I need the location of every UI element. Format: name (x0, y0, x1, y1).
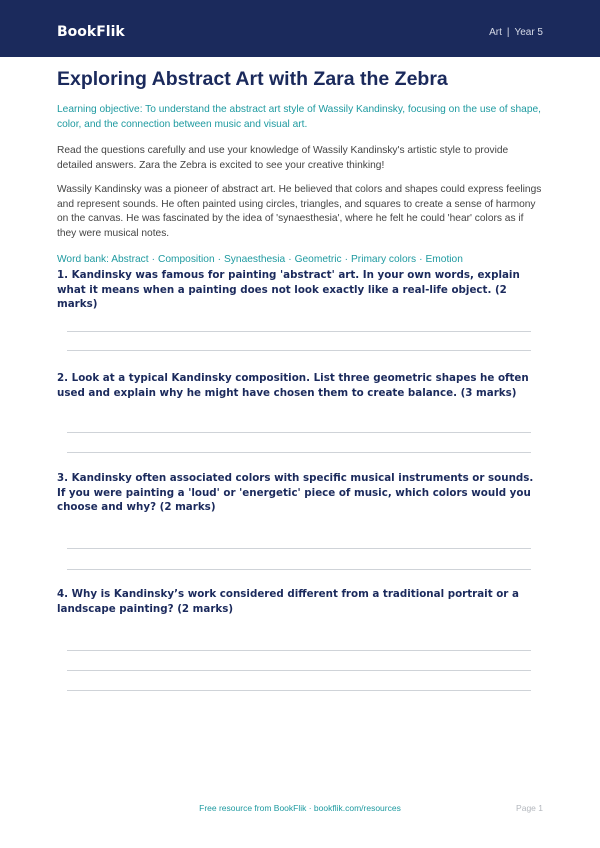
worksheet-intro (57, 62, 543, 268)
page-title: Exploring Abstract Art with Zara the Zebra (57, 68, 448, 90)
answer-line[interactable] (67, 670, 531, 671)
answer-line[interactable] (67, 548, 531, 549)
breadcrumb (489, 25, 543, 41)
question-1: 1. Kandinsky was famous for painting 'abstract' art. In your own words, explain what it means when a painting does not look exactly like a real-life object. (2 marks) (57, 269, 520, 310)
answer-line[interactable] (67, 569, 531, 570)
word-bank-word: Primary colors (351, 254, 417, 265)
answer-line[interactable] (67, 650, 531, 651)
intro-text: Wassily Kandinsky was a pioneer of abstract art. He believed that colors and shapes could express feelings and represent sounds. He often painted using circles, triangles, and squares to create a sense of harmony on the canvas. He was fascinated by the idea of 'synaesthesia', where he felt he could 'hear' colors as if they were musical notes. (57, 184, 542, 239)
word-bank-label: Word bank: (57, 254, 109, 265)
instructions-text: Read the questions carefully and use your knowledge of Wassily Kandinsky's artistic style to provide detailed answers. Zara the Zebra is excited to see your creative thinking! (57, 145, 509, 171)
header-bar (0, 0, 600, 57)
word-bank-word: Geometric (294, 254, 342, 265)
answer-line[interactable] (67, 432, 531, 433)
answer-line[interactable] (67, 452, 531, 453)
answer-line[interactable] (67, 331, 531, 332)
word-bank-word: Emotion (425, 254, 463, 265)
question-4: 4. Why is Kandinsky’s work considered different from a traditional portrait or a landscape painting? (2 marks) (57, 588, 519, 615)
breadcrumb-year: Year 5 (514, 27, 543, 38)
learning-objective: Learning objective: To understand the abstract art style of Wassily Kandinsky, focusing on the use of shape, color, and the connection between music and visual art. (57, 104, 541, 130)
word-bank-word: Composition (157, 254, 215, 265)
page-number: Page 1 (516, 803, 543, 813)
question-2: 2. Look at a typical Kandinsky composition. List three geometric shapes he often used and explain why he might have chosen them to create balance. (3 marks) (57, 372, 529, 399)
brand-logo[interactable]: BookFlik (57, 24, 125, 40)
page-footer (0, 801, 600, 815)
word-bank-word: Abstract (111, 254, 149, 265)
word-bank: Word bank: Abstract · Composition · Synaesthesia · Geometric · Primary colors · Emotion (57, 254, 463, 265)
breadcrumb-separator: | (506, 27, 510, 38)
answer-line[interactable] (67, 690, 531, 691)
word-bank-word: Synaesthesia (224, 254, 286, 265)
breadcrumb-subject: Art (489, 27, 502, 38)
answer-line[interactable] (67, 350, 531, 351)
footer-source-link[interactable]: Free resource from BookFlik · bookflik.com/resources (199, 803, 401, 813)
question-3: 3. Kandinsky often associated colors with specific musical instruments or sounds. If you were painting a 'loud' or 'energetic' piece of music, which colors would you choose and why? (2 marks) (57, 472, 534, 513)
